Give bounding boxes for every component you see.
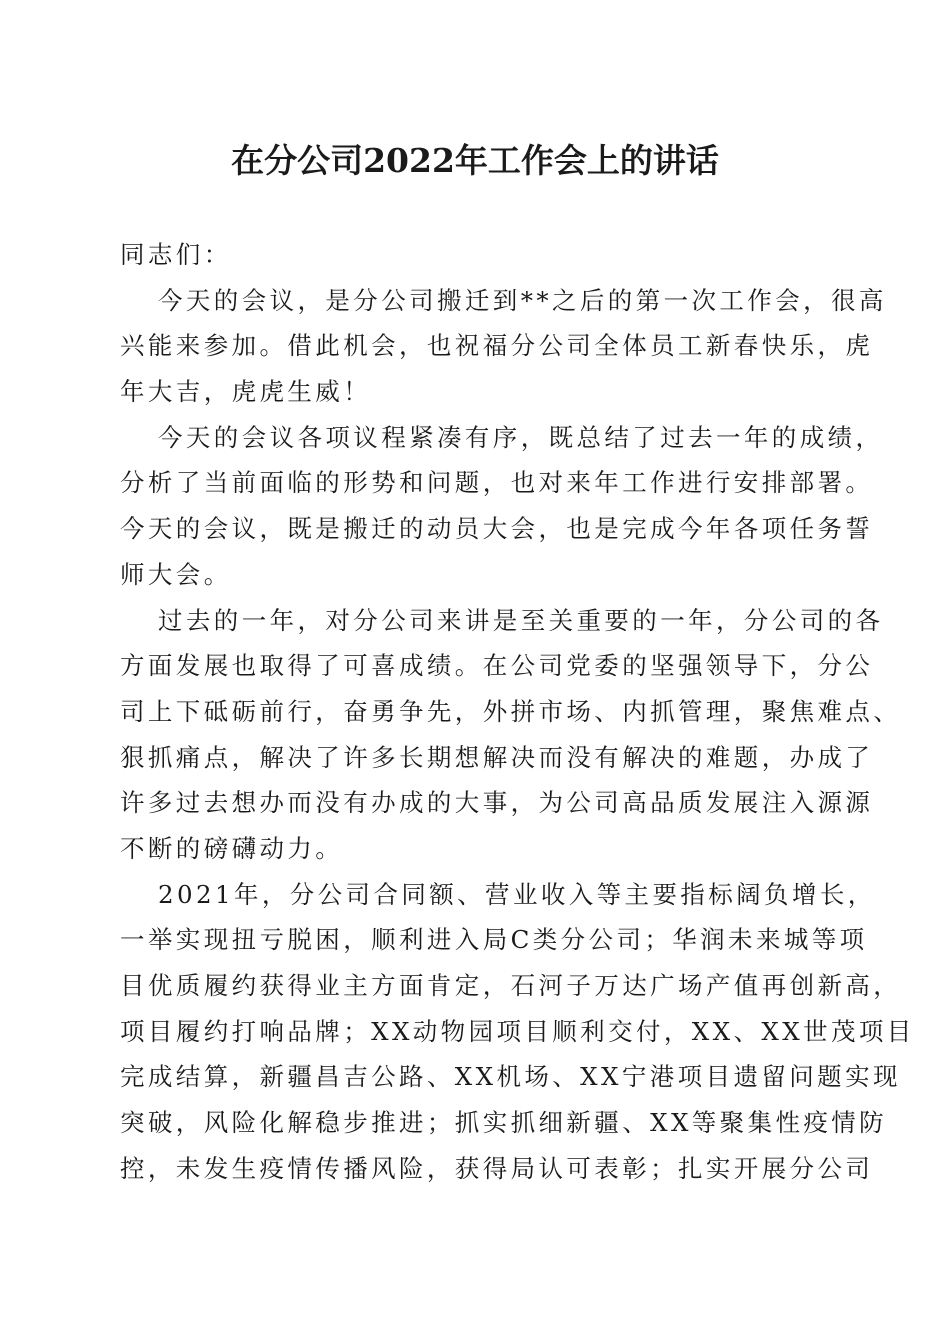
paragraph-line: 控，未发生疫情传播风险，获得局认可表彰；扎实开展分公司: [120, 1153, 874, 1183]
paragraph-line: 许多过去想办而没有办成的大事，为公司高品质发展注入源源: [120, 788, 874, 818]
paragraph-line: 方面发展也取得了可喜成绩。在公司党委的坚强领导下，分公: [120, 651, 874, 681]
paragraph-line: 狠抓痛点，解决了许多长期想解决而没有解决的难题，办成了: [120, 742, 874, 772]
salutation: 同志们：: [120, 240, 232, 269]
paragraph-1: [120, 278, 887, 415]
paragraph-line: 完成结算，新疆昌吉公路、XX机场、XX宁港项目遗留问题实现: [120, 1062, 901, 1092]
paragraph-line: 兴能来参加。借此机会，也祝福分公司全体员工新春快乐，虎: [120, 331, 874, 361]
paragraph-line: 今天的会议，既是搬迁的动员大会，也是完成今年各项任务誓: [120, 514, 874, 544]
paragraph-line: 司上下砥砺前行，奋勇争先，外拼市场、内抓管理，聚焦难点、: [120, 696, 902, 726]
paragraph-line: 一举实现扭亏脱困，顺利进入局C类分公司；华润未来城等项: [120, 925, 868, 955]
paragraph-line: 今天的会议，是分公司搬迁到**之后的第一次工作会，很高: [158, 285, 887, 315]
document-body: [120, 232, 915, 1191]
paragraph-line: 不断的磅礴动力。: [120, 833, 344, 863]
paragraph-line: 突破，风险化解稳步推进；抓实抓细新疆、XX等聚集性疫情防: [120, 1108, 888, 1138]
paragraph-line: 过去的一年，对分公司来讲是至关重要的一年，分公司的各: [158, 605, 884, 635]
document-title: 在分公司2022年工作会上的讲话: [231, 141, 719, 180]
paragraph-line: 目优质履约获得业主方面肯定，石河子万达广场产值再创新高，: [120, 971, 902, 1000]
paragraph-line: 2021年，分公司合同额、营业收入等主要指标阔负增长，: [158, 879, 876, 909]
paragraph-line: 年大吉，虎虎生威！: [120, 377, 372, 407]
paragraph-2: [120, 415, 884, 598]
paragraph-4: [120, 872, 915, 1192]
paragraph-line: 分析了当前面临的形势和问题，也对来年工作进行安排部署。: [120, 468, 874, 498]
paragraph-line: 项目履约打响品牌；XX动物园项目顺利交付，XX、XX世茂项目: [120, 1016, 915, 1046]
paragraph-3: [120, 598, 902, 872]
paragraph-line: 师大会。: [120, 559, 232, 589]
paragraph-line: 今天的会议各项议程紧凑有序，既总结了过去一年的成绩，: [158, 422, 884, 452]
